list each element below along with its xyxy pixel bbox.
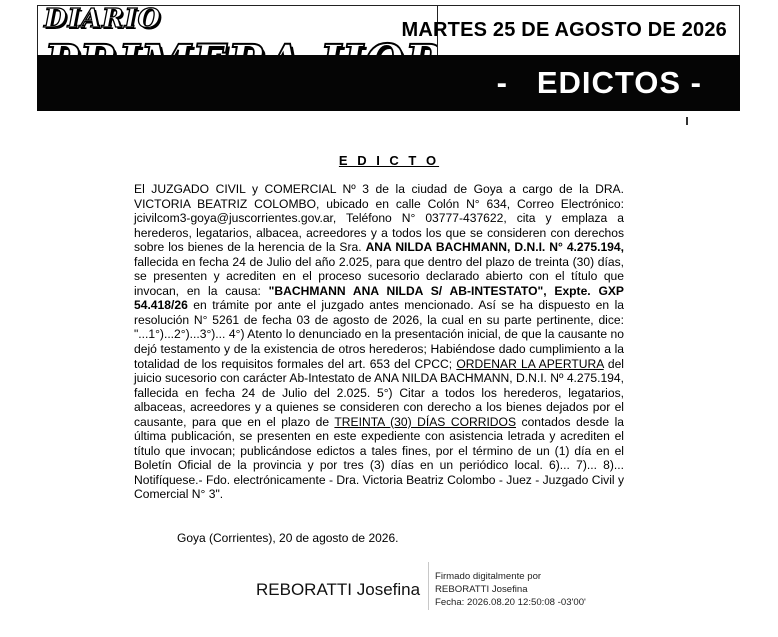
- signer-name: REBORATTI Josefina: [256, 580, 421, 599]
- issue-date-box: [401, 5, 740, 55]
- logo-top-text: DIARIO: [44, 5, 162, 34]
- edicto-underline-1: ORDENAR LA APERTURA: [456, 356, 604, 371]
- signature-line-3: Fecha: 2026.08.20 12:50:08 -03'00': [435, 597, 586, 608]
- edicto-title: E D I C T O: [338, 153, 440, 168]
- digital-signature-info: [435, 570, 586, 609]
- signature-line-1: Firmado digitalmente por: [435, 571, 542, 582]
- signature-stamp-mark: [428, 562, 430, 610]
- signature-line-2: REBORATTI Josefina: [435, 584, 528, 595]
- section-title: - EDICTOS -: [496, 65, 702, 100]
- edicto-bold-2: "BACHMANN ANA NILDA S/ AB-INTESTATO", Expte. GXP 54.418/26: [134, 283, 624, 313]
- corner-mark: [686, 117, 688, 125]
- edicto-text-2: fallecida en fecha 24 de Julio del año 2.025, para que dentro del plazo de treinta (30) días, se presenten y acrediten en el proceso sucesorio declarado abierto con el título que invocan, en la causa:: [134, 254, 624, 298]
- section-banner: [37, 55, 740, 111]
- place-date: Goya (Corrientes), 20 de agosto de 2026.: [177, 531, 399, 545]
- edicto-bold-1: ANA NILDA BACHMANN, D.N.I. N° 4.275.194,: [365, 240, 624, 255]
- edicto-underline-2: TREINTA (30) DÍAS CORRIDOS: [334, 414, 517, 429]
- edicto-text-3: en trámite por ante el juzgado antes mencionado. Así se ha dispuesto en la resolución N° 5261 de fecha 03 de agosto de 2026, la cual en su parte pertinente, dice: "...1°)...2°)...3°)... 4°) Atento lo denunciado en la presentación inicial, de que la causante no dejó testamento y de la existencia de otros herederos; Habiéndose dado cumplimiento a la totalidad de los requisitos formales del art. 653 del CPCC;: [134, 298, 624, 371]
- edicto-text-5: contados desde la última publicación, se presenten en este expediente con asistencia letrada y acrediten el título que invocan; publicándose edictos a tales fines, por el término de un (1) día en el Boletín Oficial de la provincia y por tres (3) días en un periódico local. 6)... 7)... 8)... Notifíquese.- Fdo. electrónicamente - Dra. Victoria Beatriz Colombo - Juez - Juzgado Civil y Comercial N° 3".: [134, 414, 624, 502]
- edicto-text-1: El JUZGADO CIVIL y COMERCIAL Nº 3 de la ciudad de Goya a cargo de la DRA. VICTORIA BEATRIZ COLOMBO, ubicado en calle Colón N° 634, Correo Electrónico: jcivilcom3-goya@juscorrientes.gov.ar, Teléfono N° 03777-437622, cita y emplaza a herederos, legatarios, albacea, acreedores y a todos los que se consideren con derechos sobre los bienes de la herencia de la Sra.: [134, 182, 624, 255]
- edicto-text-4: del juicio sucesorio con carácter Ab-Intestato de ANA NILDA BACHMANN, D.N.I. Nº 4.275.194, fallecida en fecha 24 de Julio del 2.025. 5°) Citar a todos los herederos, legatarios, albaceas, acreedores y a quienes se consideren con derecho a los bienes dejados por el causante, para que en el plazo de: [134, 356, 624, 429]
- issue-date: MARTES 25 DE AGOSTO DE 2026: [401, 19, 727, 41]
- edicto-body: [134, 182, 624, 502]
- masthead: [37, 5, 740, 111]
